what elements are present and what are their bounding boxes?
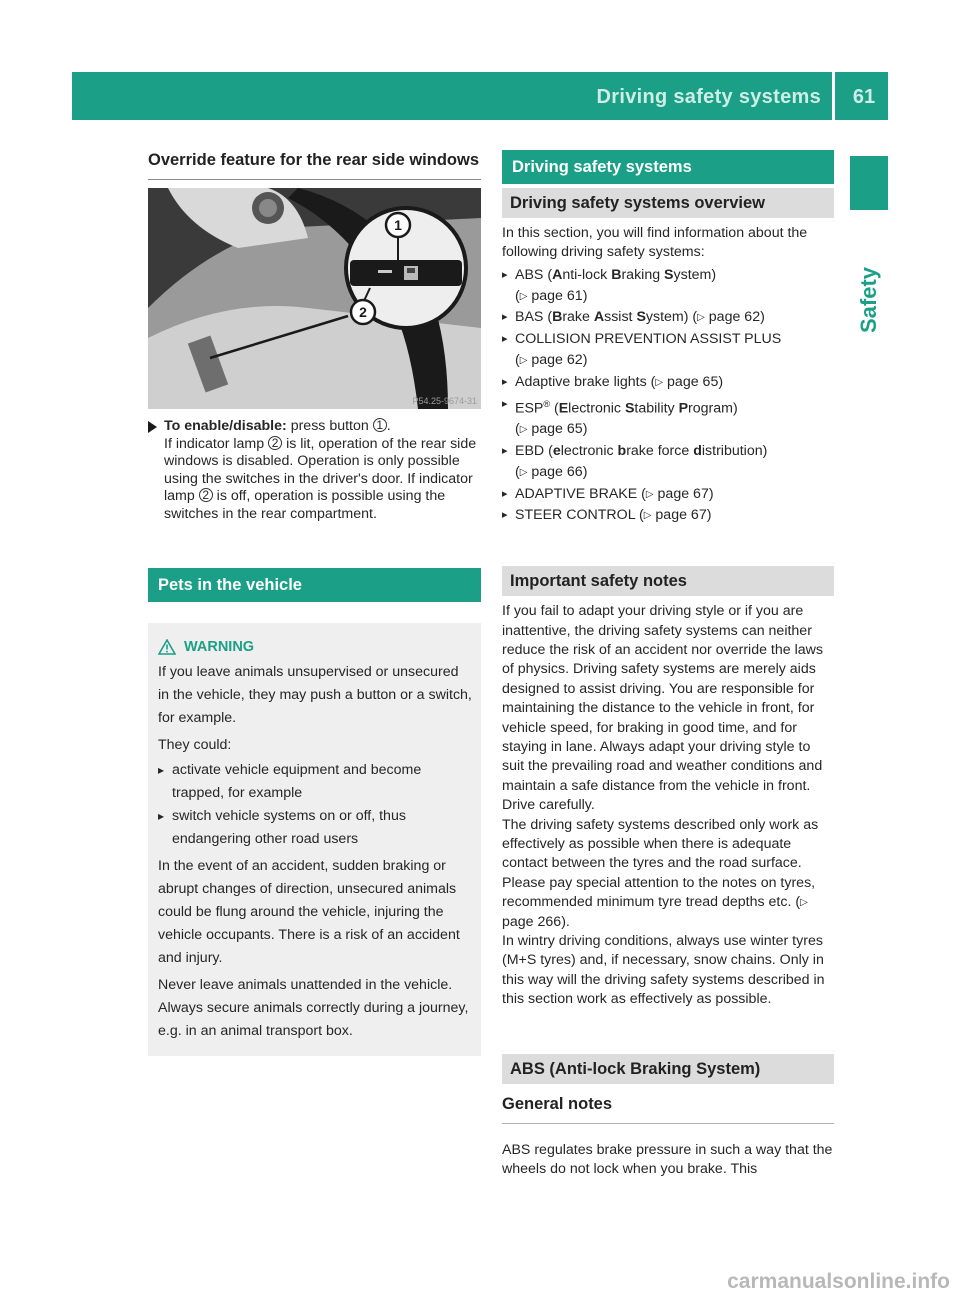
system-item-collision: ▸ COLLISION PREVENTION ASSIST PLUS (▷ page 62) <box>502 329 834 372</box>
general-notes-rule <box>502 1123 834 1124</box>
step-text-5: is off, operation is possible using the switches in the rear compartment. <box>164 488 446 522</box>
overview-heading: Driving safety systems overview <box>502 188 834 218</box>
enable-disable-step <box>148 418 481 524</box>
page-ref-link[interactable]: page 266 <box>502 913 562 930</box>
important-p1: If you fail to adapt your driving style or if you are inattentive, the driving safety systems can neither reduce the risk of an accident nor override the laws of physics. Driving safety systems are merely aids designed to assist driving. You are responsible for maintaining the distance to the vehicle in front, for vehicle speed, for braking in good time, and for staying in lane. Always adapt your driving style to suit the prevailing road and weather conditions and maintain a safe distance from the vehicle in front. Drive carefully. <box>502 603 823 814</box>
system-item-esp: ▸ ESP® (Electronic Stability Program) (▷ page 65) <box>502 394 834 441</box>
page-ref-link[interactable]: page 65 <box>531 421 583 438</box>
door-switch-figure <box>148 188 481 409</box>
important-notes-heading: Important safety notes <box>502 566 834 596</box>
system-item-adaptive-brake: ▸ ADAPTIVE BRAKE (▷ page 67) <box>502 484 834 506</box>
page-ref-icon: ▷ <box>519 355 528 366</box>
general-p1: ABS regulates brake pressure in such a way that the wheels do not lock when you brake. This <box>502 1141 833 1178</box>
warning-triangle-icon <box>158 639 176 655</box>
system-item-steer-control: ▸ STEER CONTROL (▷ page 67) <box>502 505 834 527</box>
abs-heading: ABS (Anti-lock Braking System) <box>502 1054 834 1084</box>
system-item-bas: ▸ BAS (Brake Assist System) (▷ page 62) <box>502 307 834 329</box>
warning-p1: If you leave animals unsupervised or unsecured in the vehicle, they may push a button or a switch, for example. <box>158 663 472 726</box>
warning-bullets <box>158 759 472 851</box>
page-ref-link[interactable]: page 67 <box>655 507 707 524</box>
system-item-ebd: ▸ EBD (electronic brake force distribution) (▷ page 66) <box>502 441 834 484</box>
general-notes-heading: General notes <box>502 1094 613 1113</box>
callout-1-icon: 1 <box>373 418 387 432</box>
overview-intro: In this section, you will find information about the following driving safety systems: <box>502 225 808 261</box>
page-number: 61 <box>852 86 876 108</box>
page-ref-link[interactable]: page 66 <box>531 463 583 480</box>
footer-watermark: carmanualsonline.info <box>727 1270 950 1293</box>
page-ref-link[interactable]: page 65 <box>667 373 719 390</box>
step-text-3: If indicator lamp <box>164 435 265 452</box>
callout-2-icon: 2 <box>268 436 282 450</box>
right-column <box>502 150 834 1179</box>
pets-heading: Pets in the vehicle <box>148 568 481 602</box>
driving-safety-heading: Driving safety systems <box>502 150 834 184</box>
page-ref-icon: ▷ <box>655 376 664 388</box>
page-ref-icon: ▷ <box>800 897 808 909</box>
left-column <box>148 150 481 1056</box>
page-ref-icon: ▷ <box>519 424 528 436</box>
warning-p3: In the event of an accident, sudden braking or abrupt changes of direction, unsecured animals could be flung around the vehicle, injuring the vehicle occupants. There is a risk of an accident and injury. <box>158 857 460 966</box>
header-section-title: Driving safety systems <box>596 86 821 108</box>
title-rule <box>148 179 481 180</box>
step-text-2: . <box>386 418 391 434</box>
override-feature-title: Override feature for the rear side windows <box>148 151 480 169</box>
page-ref-icon: ▷ <box>645 488 654 500</box>
page-ref-link[interactable]: page 61 <box>531 287 583 304</box>
step-label: To enable/disable: <box>164 418 287 434</box>
warning-p2: They could: <box>158 736 232 753</box>
warning-p4: Never leave animals unattended in the vehicle. Always secure animals correctly during a journey, e.g. in an animal transport box. <box>158 976 469 1039</box>
callout-label-1: 1 <box>394 217 402 233</box>
side-section-label: Safety <box>856 266 881 334</box>
system-item-abs: ▸ ABS (Anti-lock Braking System) (▷ page 61) <box>502 265 834 308</box>
page-ref-link[interactable]: page 62 <box>708 309 761 326</box>
page-ref-link[interactable]: page 62 <box>531 352 583 368</box>
callout-label-2: 2 <box>359 304 367 320</box>
warning-title: WARNING <box>184 638 255 655</box>
header-separator <box>832 72 835 120</box>
system-item-adaptive-lights: ▸ Adaptive brake lights (▷ page 65) <box>502 372 834 394</box>
page-ref-icon: ▷ <box>519 466 528 478</box>
systems-list <box>502 265 834 527</box>
page-ref-icon: ▷ <box>697 312 705 324</box>
page-ref-icon: ▷ <box>643 510 652 522</box>
warning-bullet: ▸ switch vehicle systems on or off, thus endangering other road users <box>158 805 472 851</box>
important-p3: In wintry driving conditions, always use winter tyres (M+S tyres) and, if necessary, snow chains. Only in this way will the driving safety systems described in this section work as effectively as possible. <box>502 933 825 1008</box>
callout-2-icon-second: 2 <box>199 488 213 502</box>
warning-title-row <box>158 637 472 657</box>
warning-bullet: ▸ activate vehicle equipment and become trapped, for example <box>158 759 472 805</box>
door-switch-illustration <box>148 188 481 409</box>
step-text-4: is lit, operation of the rear side windows is disabled. Operation is only possible using the switches in the driver's door. If indicator lamp <box>164 435 477 505</box>
important-p2: The driving safety systems described only work as effectively as possible when there is adequate contact between the tyres and the road surface. Please pay special attention to the notes on tyres, recommended minimum tyre tread depths etc. (▷ page 266). <box>502 816 819 930</box>
step-text-1: press button <box>290 418 369 434</box>
figure-code: P54.25-9674-31 <box>412 396 477 406</box>
step-arrow-icon <box>148 421 157 433</box>
page-ref-icon: ▷ <box>519 290 528 302</box>
side-tab-marker <box>850 156 888 210</box>
warning-box <box>148 623 481 1056</box>
page-ref-link[interactable]: page 67 <box>657 485 709 502</box>
